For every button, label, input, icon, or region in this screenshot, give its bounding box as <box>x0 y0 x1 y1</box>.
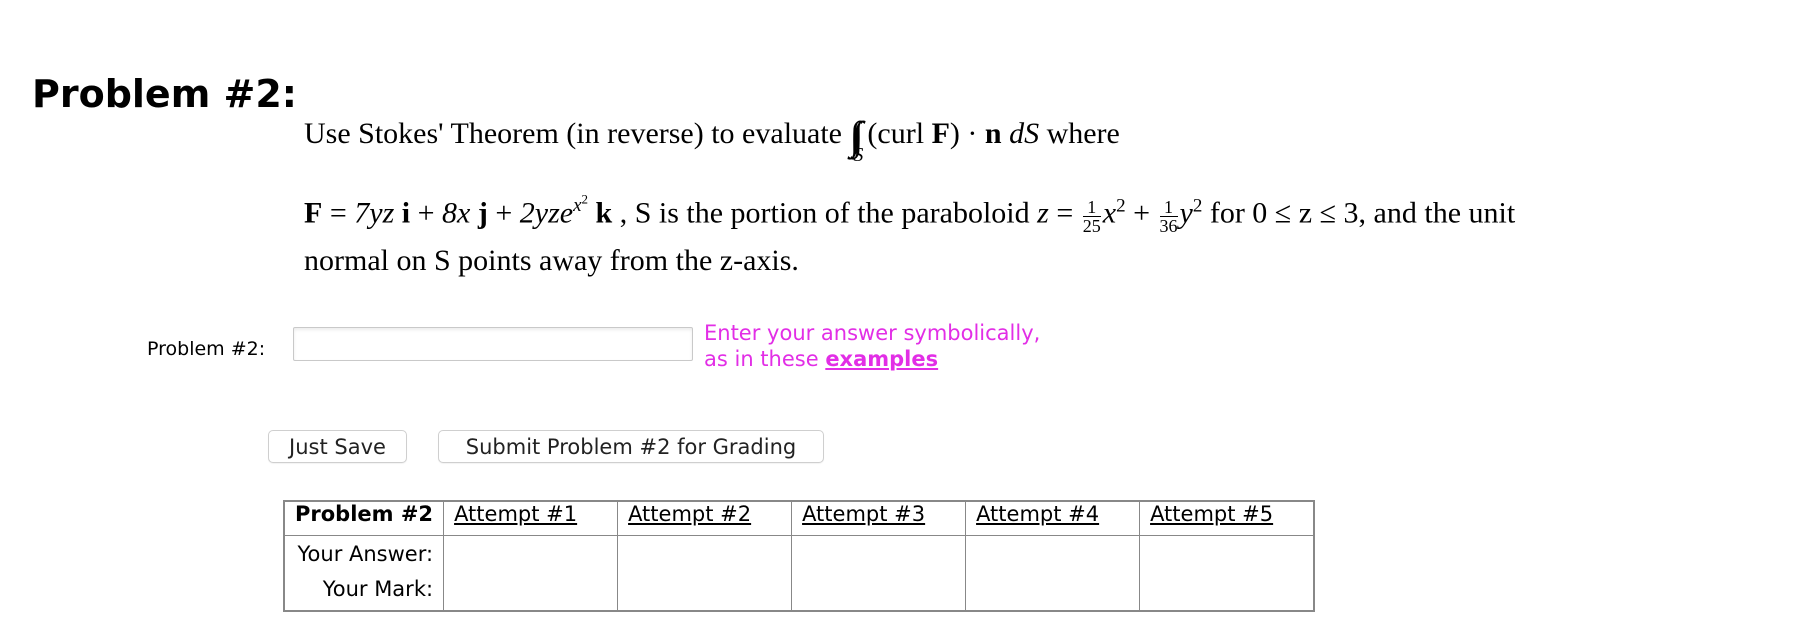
vector-n: n <box>984 117 1002 150</box>
attempt-4-cell <box>966 535 1140 611</box>
attempt-2-cell <box>618 535 792 611</box>
fraction-1-36: $\frac{1}{36}$ <box>1159 197 1178 237</box>
eq-sign-2: = <box>1048 196 1081 230</box>
just-save-button[interactable]: Just Save <box>268 430 407 463</box>
var-y: y <box>1179 196 1193 230</box>
attempt-5-link[interactable]: Attempt #5 <box>1150 502 1274 526</box>
unit-j: j <box>477 196 488 230</box>
attempts-table <box>283 500 1315 612</box>
unit-k: k <box>595 196 613 230</box>
table-header-row <box>284 501 1314 535</box>
curl-open: (curl <box>867 117 932 150</box>
dS: dS <box>1001 117 1040 150</box>
answer-hint <box>704 320 1040 372</box>
term-2yze: 2yze <box>519 196 574 230</box>
unit-i: i <box>401 196 411 230</box>
attempt-3-header <box>792 501 966 535</box>
plus-3: + <box>1125 196 1158 230</box>
pow-2a: 2 <box>1116 195 1126 217</box>
question-line-1 <box>304 112 1120 167</box>
examples-link[interactable]: examples <box>825 347 939 371</box>
attempt-5-cell <box>1140 535 1315 611</box>
var-z: z <box>1037 196 1049 230</box>
attempt-1-link[interactable]: Attempt #1 <box>454 502 578 526</box>
question-line-2 <box>304 192 1515 235</box>
attempt-2-link[interactable]: Attempt #2 <box>628 502 752 526</box>
exponent: x2 <box>573 192 589 217</box>
curl-close: ) · <box>949 117 985 150</box>
table-header-problem: Problem #2 <box>284 501 444 535</box>
attempt-1-header <box>444 501 618 535</box>
plus-1: + <box>410 196 443 230</box>
attempt-3-cell <box>792 535 966 611</box>
your-answer-label: Your Answer: <box>284 535 444 573</box>
where-word: where <box>1039 117 1120 150</box>
var-x: x <box>1102 196 1117 230</box>
hint-line-1: Enter your answer symbolically, <box>704 321 1041 345</box>
term-7yz: 7yz <box>354 196 395 230</box>
question-line-3: normal on S points away from the z-axis. <box>304 244 799 277</box>
surface-integral-symbol: ∫∫ <box>849 113 856 158</box>
question-prefix: Use Stokes' Theorem (in reverse) to evaluate <box>304 117 842 150</box>
eq-sign: = <box>322 196 355 230</box>
your-mark-label: Your Mark: <box>284 573 444 611</box>
plus-2: + <box>487 196 520 230</box>
attempt-4-header <box>966 501 1140 535</box>
attempt-4-link[interactable]: Attempt #4 <box>976 502 1100 526</box>
fraction-1-25: $\frac{1}{25}$ <box>1082 197 1101 237</box>
answer-input[interactable] <box>293 327 693 361</box>
attempt-2-header <box>618 501 792 535</box>
paraboloid-text: , S is the portion of the paraboloid <box>612 196 1038 230</box>
attempt-1-cell <box>444 535 618 611</box>
integral-subscript: S <box>853 144 864 166</box>
hint-line-2: as in these examples <box>704 347 939 371</box>
problem-heading: Problem #2: <box>32 72 297 116</box>
range-text: for 0 ≤ z ≤ 3, and the unit <box>1202 196 1516 230</box>
attempt-5-header <box>1140 501 1315 535</box>
submit-button[interactable]: Submit Problem #2 for Grading <box>438 430 824 463</box>
field-F: F <box>304 196 323 230</box>
vector-F: F <box>931 117 950 150</box>
attempt-3-link[interactable]: Attempt #3 <box>802 502 926 526</box>
answer-label: Problem #2: <box>147 338 266 360</box>
pow-2b: 2 <box>1192 195 1203 217</box>
term-8x: 8x <box>442 196 471 230</box>
table-row-answer <box>284 535 1314 573</box>
